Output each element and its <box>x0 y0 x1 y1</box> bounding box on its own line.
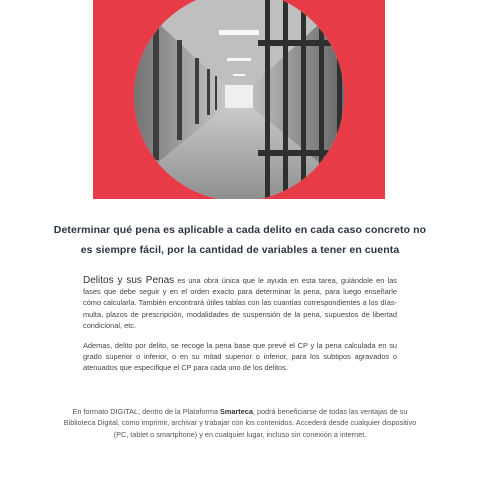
prison-corridor-illustration <box>93 0 385 199</box>
intro-paragraph-body: es una obra única que le ayuda en esta tarea, guiándole en las fases que debe seguir y en el orden exacto para determinar la pena, para luego enseñarle cómo calcularla. También encontrará útiles tablas con las cuantías correspondientes a los días-multa, plazos de prescripción, modalidades de suspensión de la pena, supuestos de libertad condicional, etc. <box>83 276 397 330</box>
headline-line-2: es siempre fácil, por la cantidad de variables a tener en cuenta <box>80 244 400 256</box>
footer-post: , podrá beneficiarse de todas las ventajas de su Biblioteca Digital, como imprimir, archivar y trabajar con los contenidos. Accederá desde cualquier dispositivo (PC, tablet o smartphone) y en cualquier lugar, incluso sin conexión a internet. <box>63 407 417 439</box>
footer-note <box>60 406 420 440</box>
book-title: Delitos y sus Penas <box>83 275 175 286</box>
intro-paragraph <box>83 275 397 331</box>
footer-pre: En formato DIGITAL, dentro de la Plataforma <box>72 407 221 416</box>
cover-image-prison-corridor <box>93 0 385 199</box>
brand-name: Smarteca <box>220 407 253 416</box>
headline-line-1: Determinar qué pena es aplicable a cada delito en cada caso concreto no <box>53 224 427 236</box>
second-paragraph: Ademas, delito por delito, se recoge la pena base que prevé el CP y la pena calculada en su grado superior o inferior, o en su mitad superior o inferior, para los subtipos agravados o atenuados que especifique el CP para cada uno de los delitos. <box>83 341 397 373</box>
